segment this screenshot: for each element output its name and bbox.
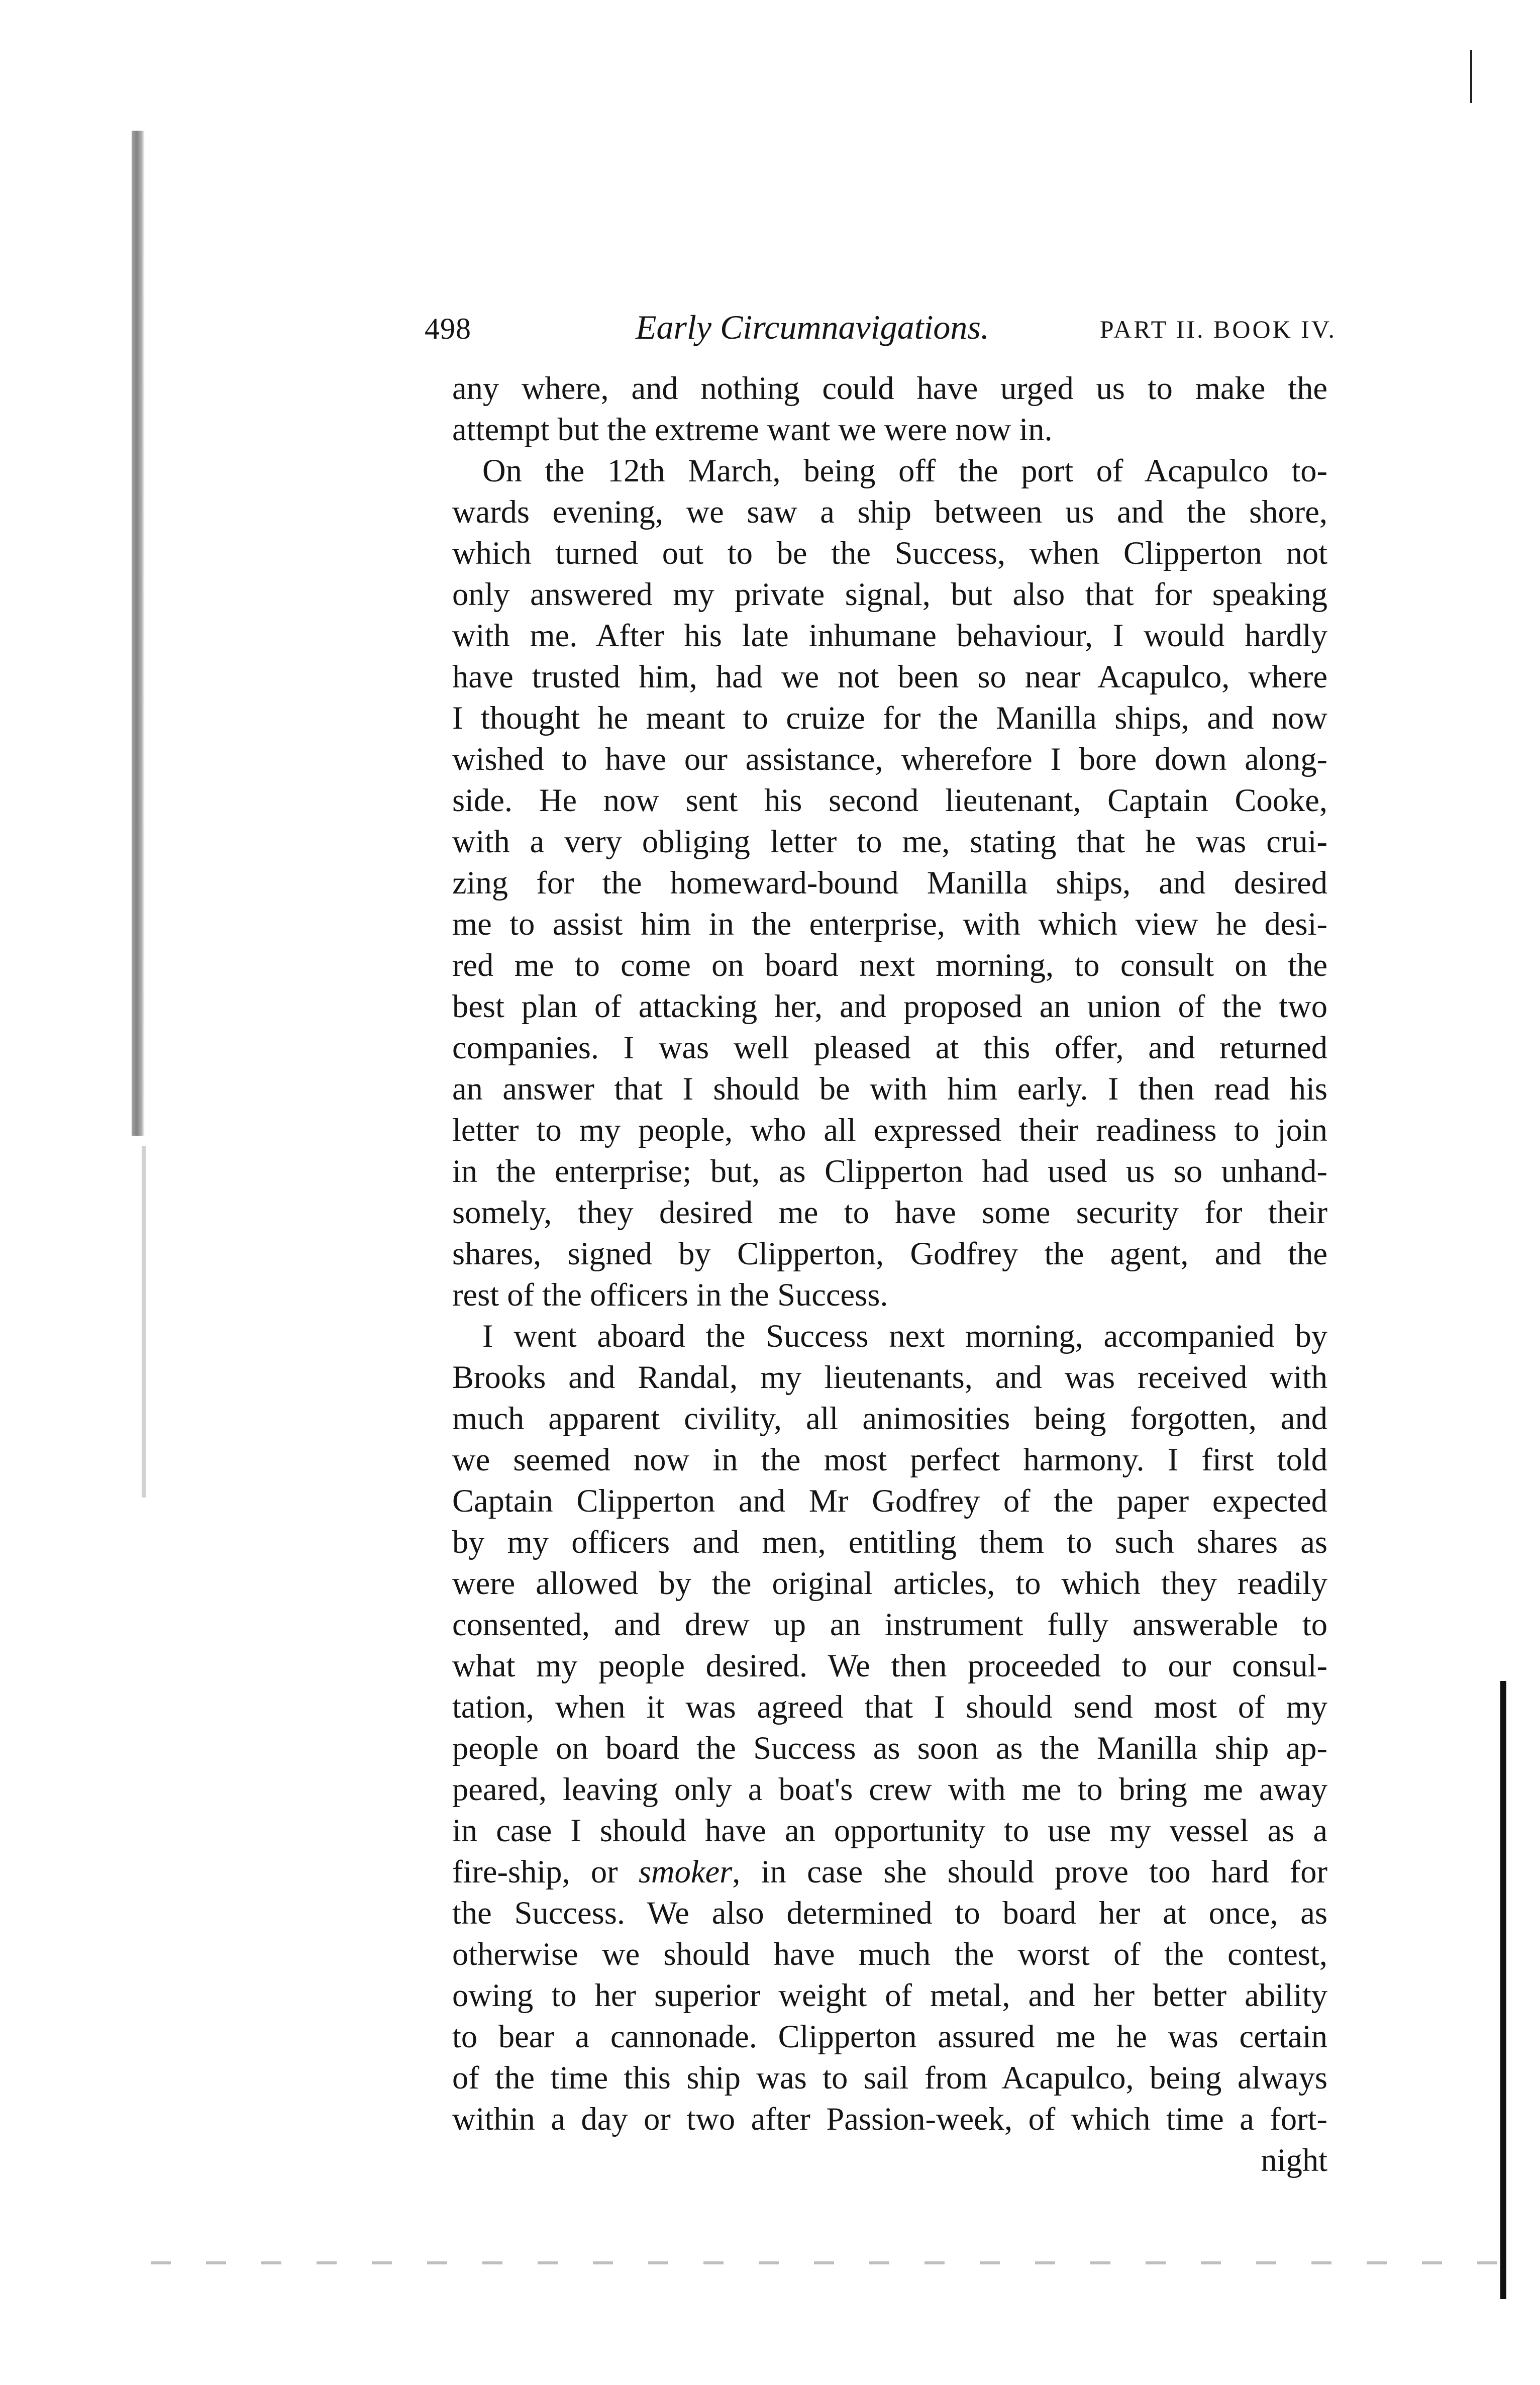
binding-shadow-lower <box>142 1146 146 1498</box>
text-line: have trusted him, had we not been so near Acapulco, where <box>452 659 1327 694</box>
catchword: night <box>1261 2142 1327 2178</box>
text-line: I thought he meant to cruize for the Manilla ships, and now <box>452 700 1327 736</box>
text-line: only answered my private signal, but also that for speaking <box>452 576 1327 612</box>
text-line: me to assist him in the enterprise, with which view he desi- <box>452 906 1327 942</box>
text-line: owing to her superior weight of metal, and her better ability <box>452 1977 1327 2013</box>
text-line: side. He now sent his second lieutenant, Captain Cooke, <box>452 782 1327 818</box>
text-line: tation, when it was agreed that I should send most of my <box>452 1689 1327 1725</box>
text-line: wished to have our assistance, wherefore I bore down along- <box>452 741 1327 777</box>
scan-edge-mark <box>1470 50 1472 103</box>
text-line: Captain Clipperton and Mr Godfrey of the paper expected <box>452 1483 1327 1519</box>
scan-bottom-smudge <box>151 2261 1507 2264</box>
text-line: zing for the homeward-bound Manilla ships, and desired <box>452 865 1327 901</box>
text-line: otherwise we should have much the worst of the contest, <box>452 1936 1327 1972</box>
text-line: by my officers and men, entitling them to such shares as <box>452 1524 1327 1560</box>
text-line: peared, leaving only a boat's crew with me to bring me away <box>452 1771 1327 1807</box>
text-line: Brooks and Randal, my lieutenants, and was received with <box>452 1359 1327 1395</box>
text-line: companies. I was well pleased at this offer, and returned <box>452 1030 1327 1065</box>
text-line: much apparent civility, all animosities being forgotten, and <box>452 1401 1327 1436</box>
running-title: Early Circumnavigations. <box>636 308 989 346</box>
text-line: which turned out to be the Success, when Clipperton not <box>452 535 1327 571</box>
page-number: 498 <box>425 312 471 345</box>
text-line: shares, signed by Clipperton, Godfrey the agent, and the <box>452 1236 1327 1271</box>
text-line: with a very obliging letter to me, stating that he was crui- <box>452 824 1327 859</box>
text-line: in case I should have an opportunity to use my vessel as a <box>452 1813 1327 1848</box>
text-line: red me to come on board next morning, to consult on the <box>452 947 1327 983</box>
text-line: the Success. We also determined to board her at once, as <box>452 1895 1327 1931</box>
text-line: to bear a cannonade. Clipperton assured me he was certain <box>452 2019 1327 2054</box>
running-header <box>425 302 1337 357</box>
text-line: best plan of attacking her, and proposed an union of the two <box>452 988 1327 1024</box>
text-line: were allowed by the original articles, to which they readily <box>452 1565 1327 1601</box>
text-line: with me. After his late inhumane behaviour, I would hardly <box>452 618 1327 653</box>
part-book-label: PART II. BOOK IV. <box>1099 315 1337 343</box>
text-line: consented, and drew up an instrument fully answerable to <box>452 1607 1327 1642</box>
text-line: an answer that I should be with him early. I then read his <box>452 1071 1327 1107</box>
binding-shadow <box>132 131 145 1136</box>
text-line: I went aboard the Success next morning, accompanied by <box>482 1318 1327 1354</box>
text-line: fire-ship, or smoker, in case she should prove too hard for <box>452 1854 1327 1890</box>
text-line: any where, and nothing could have urged us to make the <box>452 370 1327 406</box>
text-line: wards evening, we saw a ship between us and the shore, <box>452 494 1327 530</box>
text-line: people on board the Success as soon as the Manilla ship ap- <box>452 1730 1327 1766</box>
text-line: we seemed now in the most perfect harmony. I first told <box>452 1442 1327 1477</box>
text-line: somely, they desired me to have some security for their <box>452 1195 1327 1230</box>
body-text <box>452 368 1327 2181</box>
text-line: in the enterprise; but, as Clipperton had used us so unhand- <box>452 1153 1327 1189</box>
text-line: what my people desired. We then proceeded to our consul- <box>452 1648 1327 1683</box>
text-line: of the time this ship was to sail from Acapulco, being always <box>452 2060 1327 2096</box>
text-line: rest of the officers in the Success. <box>452 1277 888 1313</box>
text-line: within a day or two after Passion-week, of which time a fort- <box>452 2101 1327 2137</box>
text-line: attempt but the extreme want we were now in. <box>452 412 1053 447</box>
text-line: On the 12th March, being off the port of Acapulco to- <box>482 453 1327 488</box>
text-line: letter to my people, who all expressed their readiness to join <box>452 1112 1327 1148</box>
scan-edge-rule <box>1500 1681 1506 2299</box>
